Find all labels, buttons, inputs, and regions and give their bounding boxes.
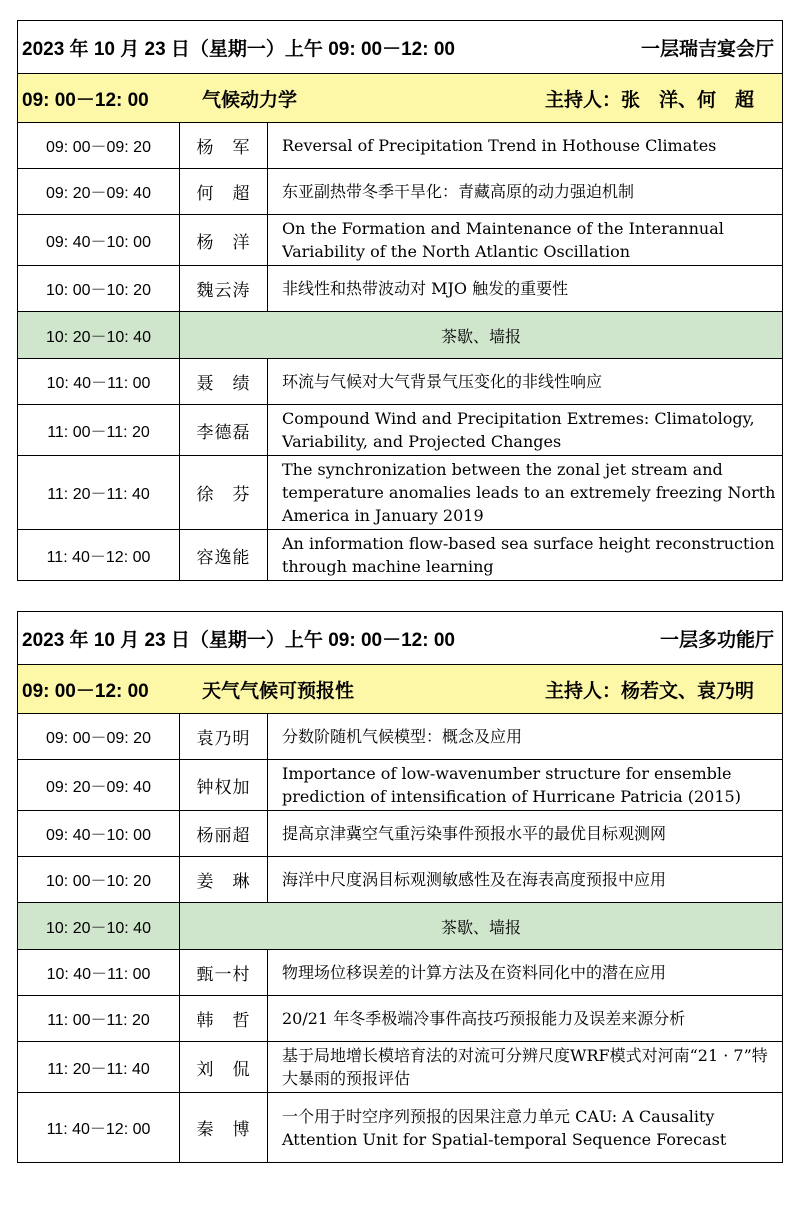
talk-time: 09: 20－09: 40 [18,760,180,811]
session-table-1 [17,20,783,581]
talk-row [18,169,783,215]
talk-speaker: 李德磊 [180,405,268,456]
talk-time: 11: 40－12: 00 [18,530,180,581]
talk-title: 非线性和热带波动对 MJO 触发的重要性 [268,266,783,312]
session-header [18,21,783,74]
break-label: 茶歇、墙报 [180,903,783,950]
host [545,85,774,112]
session-theme-row [18,74,783,123]
session-venue: 一层瑞吉宴会厅 [640,38,774,60]
talk-title: The synchronization between the zonal jet stream and temperature anomalies leads to an extremely freezing North America in January 2019 [268,456,783,530]
talk-title: 分数阶随机气候模型：概念及应用 [268,714,783,760]
talk-title: 物理场位移误差的计算方法及在资料同化中的潜在应用 [268,950,783,996]
talk-row [18,811,783,857]
schedule-table [17,611,783,1163]
host-names: 杨若文、袁乃明 [620,680,754,702]
talk-time: 11: 00－11: 20 [18,996,180,1042]
talk-row [18,456,783,530]
talk-speaker: 何 超 [180,169,268,215]
talk-speaker: 徐 芬 [180,456,268,530]
talk-speaker: 韩 哲 [180,996,268,1042]
break-time: 10: 20－10: 40 [18,903,180,950]
talk-row [18,405,783,456]
talk-speaker: 袁乃明 [180,714,268,760]
talk-title: Compound Wind and Precipitation Extremes: Climatology, Variability, and Projected Changes [268,405,783,456]
talk-time: 09: 40－10: 00 [18,215,180,266]
session-header [18,612,783,665]
talk-time: 09: 00－09: 20 [18,123,180,169]
host-names: 张 洋、何 超 [620,89,754,111]
theme-title: 天气气候可预报性 [202,680,355,702]
talk-speaker: 秦 博 [180,1093,268,1163]
talk-title: 东亚副热带冬季干旱化：青藏高原的动力强迫机制 [268,169,783,215]
talk-title: 基于局地增长模培育法的对流可分辨尺度WRF模式对河南“21 · 7”特大暴雨的预报评估 [268,1042,783,1093]
talk-row [18,1042,783,1093]
talk-row [18,760,783,811]
host-label: 主持人： [544,89,621,111]
session-date-time: 2023 年 10 月 23 日（星期一）上午 09: 00－12: 00 [22,629,455,651]
talk-speaker: 魏云涛 [180,266,268,312]
talk-row [18,123,783,169]
talk-title: 提高京津冀空气重污染事件预报水平的最优目标观测网 [268,811,783,857]
session-venue: 一层多功能厅 [659,629,774,651]
break-label: 茶歇、墙报 [180,312,783,359]
talk-title: Importance of low-wavenumber structure for ensemble prediction of intensification of Hurricane Patricia (2015) [268,760,783,811]
theme-time: 09: 00－12: 00 [22,680,149,702]
talk-row [18,950,783,996]
talk-speaker: 甄一村 [180,950,268,996]
talk-time: 09: 00－09: 20 [18,714,180,760]
talk-title: An information flow-based sea surface height reconstruction through machine learning [268,530,783,581]
talk-row [18,266,783,312]
talk-title: 20/21 年冬季极端冷事件高技巧预报能力及误差来源分析 [268,996,783,1042]
talk-speaker: 聂 绩 [180,359,268,405]
talk-time: 09: 20－09: 40 [18,169,180,215]
talk-row [18,215,783,266]
talk-row [18,857,783,903]
break-row [18,312,783,359]
schedule-table [17,20,783,581]
talk-row [18,996,783,1042]
session-theme-row [18,665,783,714]
talk-time: 10: 40－11: 00 [18,950,180,996]
talk-row [18,1093,783,1163]
talk-title: 海洋中尺度涡目标观测敏感性及在海表高度预报中应用 [268,857,783,903]
talk-title: On the Formation and Maintenance of the Interannual Variability of the North Atlantic Oscillation [268,215,783,266]
talk-speaker: 钟权加 [180,760,268,811]
talk-speaker: 刘 侃 [180,1042,268,1093]
talk-time: 10: 00－10: 20 [18,857,180,903]
session-table-2 [17,611,783,1163]
talk-time: 11: 20－11: 40 [18,1042,180,1093]
break-time: 10: 20－10: 40 [18,312,180,359]
talk-time: 11: 20－11: 40 [18,456,180,530]
talk-speaker: 杨 洋 [180,215,268,266]
talk-speaker: 姜 琳 [180,857,268,903]
talk-time: 11: 40－12: 00 [18,1093,180,1163]
host [545,676,774,703]
talk-title: 环流与气候对大气背景气压变化的非线性响应 [268,359,783,405]
talk-speaker: 容逸能 [180,530,268,581]
talk-speaker: 杨丽超 [180,811,268,857]
talk-speaker: 杨 军 [180,123,268,169]
talk-row [18,530,783,581]
talk-row [18,714,783,760]
talk-title: 一个用于时空序列预报的因果注意力单元 CAU: A Causality Attention Unit for Spatial-temporal Sequence Forecast [268,1093,783,1163]
talk-time: 10: 00－10: 20 [18,266,180,312]
theme-time: 09: 00－12: 00 [22,89,149,111]
talk-time: 09: 40－10: 00 [18,811,180,857]
talk-time: 10: 40－11: 00 [18,359,180,405]
session-date-time: 2023 年 10 月 23 日（星期一）上午 09: 00－12: 00 [22,38,455,60]
talk-title: Reversal of Precipitation Trend in Hothouse Climates [268,123,783,169]
host-label: 主持人： [544,680,621,702]
talk-row [18,359,783,405]
theme-title: 气候动力学 [202,89,298,111]
talk-time: 11: 00－11: 20 [18,405,180,456]
break-row [18,903,783,950]
